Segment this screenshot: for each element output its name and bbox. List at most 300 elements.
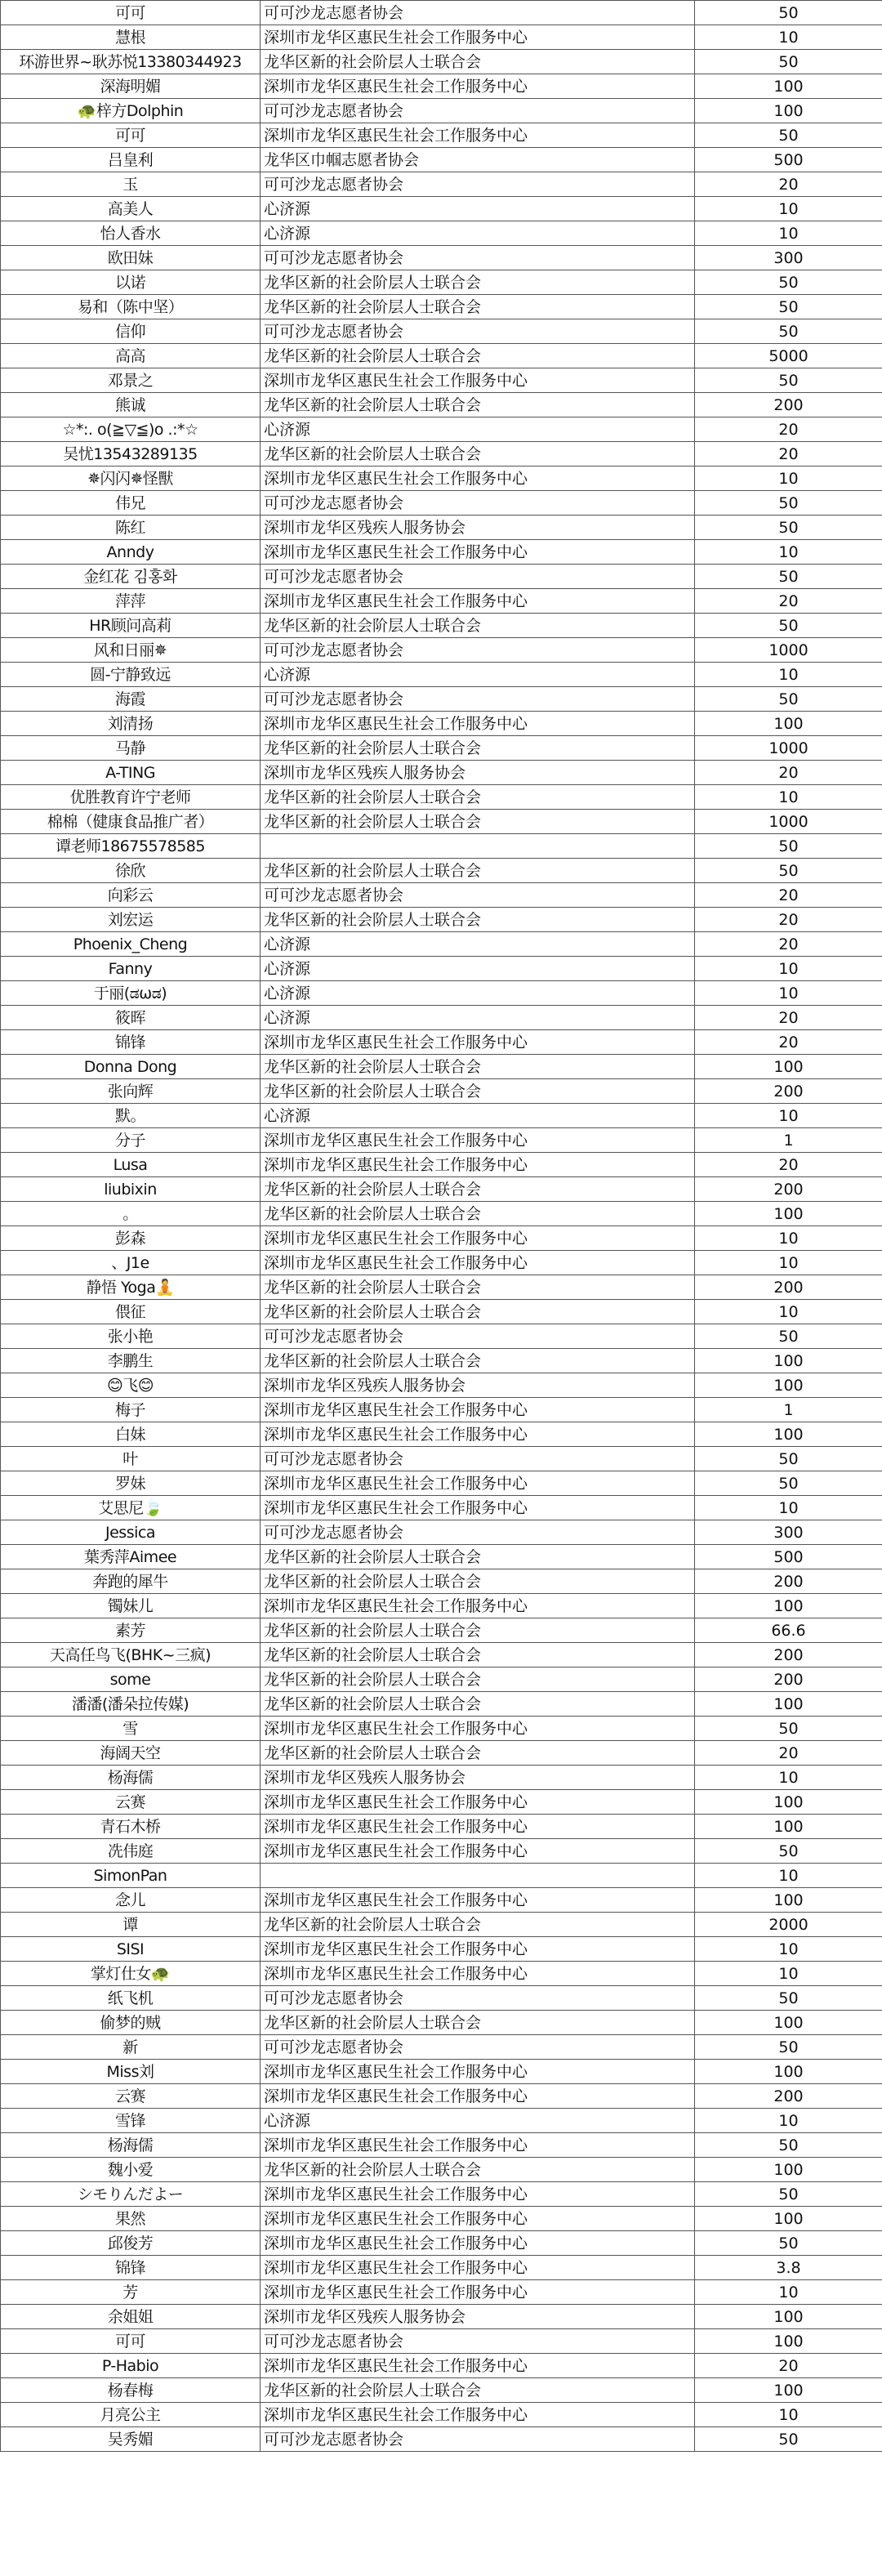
donor-name-cell: 葉秀萍Aimee bbox=[1, 1545, 261, 1569]
donor-name-cell: 杨春梅 bbox=[1, 2378, 261, 2403]
organization-cell: 龙华区新的社会阶层人士联合会 bbox=[261, 1055, 695, 1079]
donor-name-cell: 云赛 bbox=[1, 2084, 261, 2109]
organization-cell: 心济源 bbox=[261, 1006, 695, 1030]
donor-name-cell: 可可 bbox=[1, 123, 261, 148]
organization-cell: 龙华区新的社会阶层人士联合会 bbox=[261, 393, 695, 417]
organization-cell: 龙华区新的社会阶层人士联合会 bbox=[261, 1569, 695, 1594]
amount-cell: 50 bbox=[695, 565, 882, 589]
organization-cell: 龙华区新的社会阶层人士联合会 bbox=[261, 1275, 695, 1300]
amount-cell: 20 bbox=[695, 761, 882, 785]
table-row bbox=[1, 1398, 882, 1422]
amount-cell: 200 bbox=[695, 393, 882, 417]
donor-name-cell: 慧根 bbox=[1, 25, 261, 50]
donor-name-cell: 素芳 bbox=[1, 1618, 261, 1643]
table-row bbox=[1, 981, 882, 1006]
donor-name-cell: A-TING bbox=[1, 761, 261, 785]
table-row bbox=[1, 25, 882, 50]
organization-cell: 深圳市龙华区惠民生社会工作服务中心 bbox=[261, 2060, 695, 2084]
donor-name-cell: 杨海儒 bbox=[1, 1766, 261, 1790]
table-row bbox=[1, 1913, 882, 1937]
table-row bbox=[1, 2011, 882, 2035]
table-row bbox=[1, 123, 882, 148]
table-row bbox=[1, 1, 882, 25]
amount-cell: 10 bbox=[695, 1104, 882, 1128]
amount-cell: 10 bbox=[695, 1864, 882, 1888]
table-row bbox=[1, 1520, 882, 1545]
organization-cell: 心济源 bbox=[261, 981, 695, 1006]
table-row bbox=[1, 2207, 882, 2231]
amount-cell: 50 bbox=[695, 1986, 882, 2011]
organization-cell: 龙华区新的社会阶层人士联合会 bbox=[261, 1643, 695, 1667]
amount-cell: 100 bbox=[695, 1888, 882, 1913]
table-row bbox=[1, 148, 882, 172]
table-row bbox=[1, 295, 882, 319]
donor-name-cell: 偎征 bbox=[1, 1300, 261, 1324]
amount-cell: 50 bbox=[695, 2035, 882, 2060]
donor-name-cell: 天高任鸟飞(BHK~三疯) bbox=[1, 1643, 261, 1667]
organization-cell: 龙华区新的社会阶层人士联合会 bbox=[261, 1545, 695, 1569]
donor-name-cell: 奔跑的犀牛 bbox=[1, 1569, 261, 1594]
organization-cell: 深圳市龙华区惠民生社会工作服务中心 bbox=[261, 1496, 695, 1520]
organization-cell: 龙华区巾帼志愿者协会 bbox=[261, 148, 695, 172]
table-row bbox=[1, 1545, 882, 1569]
amount-cell: 50 bbox=[695, 1324, 882, 1349]
organization-cell: 可可沙龙志愿者协会 bbox=[261, 883, 695, 908]
donor-name-cell: 默。 bbox=[1, 1104, 261, 1128]
donor-name-cell: 筱晖 bbox=[1, 1006, 261, 1030]
amount-cell: 1 bbox=[695, 1398, 882, 1422]
organization-cell: 龙华区新的社会阶层人士联合会 bbox=[261, 270, 695, 295]
organization-cell: 心济源 bbox=[261, 932, 695, 957]
organization-cell: 可可沙龙志愿者协会 bbox=[261, 687, 695, 712]
organization-cell: 深圳市龙华区惠民生社会工作服务中心 bbox=[261, 1790, 695, 1815]
organization-cell: 龙华区新的社会阶层人士联合会 bbox=[261, 1202, 695, 1226]
organization-cell: 深圳市龙华区惠民生社会工作服务中心 bbox=[261, 25, 695, 50]
amount-cell: 20 bbox=[695, 932, 882, 957]
amount-cell: 10 bbox=[695, 1226, 882, 1251]
amount-cell: 100 bbox=[695, 1594, 882, 1618]
amount-cell: 100 bbox=[695, 1815, 882, 1839]
donor-name-cell: SISI bbox=[1, 1937, 261, 1962]
organization-cell: 可可沙龙志愿者协会 bbox=[261, 2035, 695, 2060]
organization-cell: 可可沙龙志愿者协会 bbox=[261, 1, 695, 25]
organization-cell: 龙华区新的社会阶层人士联合会 bbox=[261, 1913, 695, 1937]
organization-cell: 可可沙龙志愿者协会 bbox=[261, 2427, 695, 2452]
table-row bbox=[1, 221, 882, 246]
table-row bbox=[1, 1030, 882, 1055]
table-row bbox=[1, 1839, 882, 1864]
table-row bbox=[1, 1275, 882, 1300]
table-row bbox=[1, 1496, 882, 1520]
donor-name-cell: 、J1e bbox=[1, 1251, 261, 1275]
organization-cell: 深圳市龙华区惠民生社会工作服务中心 bbox=[261, 1717, 695, 1741]
amount-cell: 50 bbox=[695, 2231, 882, 2256]
table-row bbox=[1, 1006, 882, 1030]
amount-cell: 10 bbox=[695, 981, 882, 1006]
table-row bbox=[1, 2403, 882, 2427]
donor-name-cell: 月亮公主 bbox=[1, 2403, 261, 2427]
organization-cell: 龙华区新的社会阶层人士联合会 bbox=[261, 50, 695, 74]
amount-cell: 100 bbox=[695, 2305, 882, 2329]
organization-cell: 深圳市龙华区残疾人服务协会 bbox=[261, 1373, 695, 1398]
amount-cell: 100 bbox=[695, 1373, 882, 1398]
organization-cell: 深圳市龙华区惠民生社会工作服务中心 bbox=[261, 1030, 695, 1055]
amount-cell: 10 bbox=[695, 1937, 882, 1962]
donor-name-cell: 易和（陈中坚） bbox=[1, 295, 261, 319]
amount-cell: 50 bbox=[695, 368, 882, 393]
table-row bbox=[1, 1251, 882, 1275]
organization-cell: 深圳市龙华区惠民生社会工作服务中心 bbox=[261, 1471, 695, 1496]
donor-name-cell: Anndy bbox=[1, 540, 261, 565]
table-row bbox=[1, 74, 882, 99]
amount-cell: 50 bbox=[695, 859, 882, 883]
amount-cell: 1 bbox=[695, 1128, 882, 1153]
organization-cell: 深圳市龙华区惠民生社会工作服务中心 bbox=[261, 1398, 695, 1422]
organization-cell: 可可沙龙志愿者协会 bbox=[261, 1986, 695, 2011]
organization-cell: 龙华区新的社会阶层人士联合会 bbox=[261, 1667, 695, 1692]
amount-cell: 300 bbox=[695, 1520, 882, 1545]
donor-name-cell: 以诺 bbox=[1, 270, 261, 295]
amount-cell: 50 bbox=[695, 614, 882, 638]
organization-cell: 深圳市龙华区残疾人服务协会 bbox=[261, 761, 695, 785]
table-row bbox=[1, 565, 882, 589]
donor-name-cell: 🐢梓方Dolphin bbox=[1, 99, 261, 123]
donor-name-cell: 静悟 Yoga🧘 bbox=[1, 1275, 261, 1300]
donor-name-cell: 。 bbox=[1, 1202, 261, 1226]
table-row bbox=[1, 2133, 882, 2158]
organization-cell: 深圳市龙华区惠民生社会工作服务中心 bbox=[261, 1128, 695, 1153]
amount-cell: 50 bbox=[695, 1447, 882, 1471]
amount-cell: 10 bbox=[695, 785, 882, 810]
organization-cell bbox=[261, 1864, 695, 1888]
table-row bbox=[1, 785, 882, 810]
table-row bbox=[1, 1937, 882, 1962]
amount-cell: 100 bbox=[695, 2207, 882, 2231]
amount-cell: 10 bbox=[695, 2109, 882, 2133]
amount-cell: 100 bbox=[695, 1692, 882, 1717]
organization-cell: 心济源 bbox=[261, 197, 695, 221]
amount-cell: 50 bbox=[695, 1717, 882, 1741]
table-row bbox=[1, 1815, 882, 1839]
organization-cell: 龙华区新的社会阶层人士联合会 bbox=[261, 344, 695, 368]
organization-cell: 深圳市龙华区惠民生社会工作服务中心 bbox=[261, 1153, 695, 1177]
amount-cell: 20 bbox=[695, 1741, 882, 1766]
amount-cell: 20 bbox=[695, 908, 882, 932]
donor-name-cell: 环游世界~耿苏悦13380344923 bbox=[1, 50, 261, 74]
organization-cell: 深圳市龙华区惠民生社会工作服务中心 bbox=[261, 1815, 695, 1839]
amount-cell: 20 bbox=[695, 172, 882, 197]
table-row bbox=[1, 2354, 882, 2378]
organization-cell: 心济源 bbox=[261, 957, 695, 981]
table-row bbox=[1, 2182, 882, 2207]
donor-name-cell: Fanny bbox=[1, 957, 261, 981]
organization-cell: 可可沙龙志愿者协会 bbox=[261, 2329, 695, 2354]
donor-name-cell: 镯妹儿 bbox=[1, 1594, 261, 1618]
table-row bbox=[1, 393, 882, 417]
amount-cell: 200 bbox=[695, 1177, 882, 1202]
organization-cell: 深圳市龙华区惠民生社会工作服务中心 bbox=[261, 368, 695, 393]
amount-cell: 500 bbox=[695, 148, 882, 172]
organization-cell: 深圳市龙华区惠民生社会工作服务中心 bbox=[261, 2256, 695, 2280]
organization-cell: 龙华区新的社会阶层人士联合会 bbox=[261, 785, 695, 810]
table-row bbox=[1, 172, 882, 197]
table-row bbox=[1, 2109, 882, 2133]
organization-cell: 深圳市龙华区惠民生社会工作服务中心 bbox=[261, 1839, 695, 1864]
organization-cell: 龙华区新的社会阶层人士联合会 bbox=[261, 1618, 695, 1643]
donor-name-cell: 艾思尼🍃 bbox=[1, 1496, 261, 1520]
table-row bbox=[1, 50, 882, 74]
table-row bbox=[1, 467, 882, 491]
donor-name-cell: 风和日丽✵ bbox=[1, 638, 261, 663]
amount-cell: 50 bbox=[695, 270, 882, 295]
amount-cell: 200 bbox=[695, 1569, 882, 1594]
amount-cell: 20 bbox=[695, 417, 882, 442]
table-row bbox=[1, 834, 882, 859]
donor-name-cell: ☆*:. o(≧▽≦)o .:*☆ bbox=[1, 417, 261, 442]
table-row bbox=[1, 246, 882, 270]
table-row bbox=[1, 663, 882, 687]
table-row bbox=[1, 1717, 882, 1741]
donor-name-cell: ✵闪闪✵怪獸 bbox=[1, 467, 261, 491]
donation-table-body bbox=[1, 1, 882, 2452]
donor-name-cell: 邱俊芳 bbox=[1, 2231, 261, 2256]
table-row bbox=[1, 883, 882, 908]
table-row bbox=[1, 319, 882, 344]
table-row bbox=[1, 589, 882, 614]
organization-cell: 深圳市龙华区惠民生社会工作服务中心 bbox=[261, 1594, 695, 1618]
amount-cell: 500 bbox=[695, 1545, 882, 1569]
organization-cell: 深圳市龙华区惠民生社会工作服务中心 bbox=[261, 467, 695, 491]
table-row bbox=[1, 197, 882, 221]
donor-name-cell: 果然 bbox=[1, 2207, 261, 2231]
table-row bbox=[1, 99, 882, 123]
donor-name-cell: 伟兄 bbox=[1, 491, 261, 516]
table-row bbox=[1, 1128, 882, 1153]
amount-cell: 20 bbox=[695, 1006, 882, 1030]
donor-name-cell: 刘宏运 bbox=[1, 908, 261, 932]
amount-cell: 10 bbox=[695, 221, 882, 246]
organization-cell: 心济源 bbox=[261, 663, 695, 687]
amount-cell: 200 bbox=[695, 1079, 882, 1104]
amount-cell: 100 bbox=[695, 1202, 882, 1226]
amount-cell: 100 bbox=[695, 2329, 882, 2354]
table-row bbox=[1, 2280, 882, 2305]
donor-name-cell: 白妹 bbox=[1, 1422, 261, 1447]
donor-name-cell: Jessica bbox=[1, 1520, 261, 1545]
donor-name-cell: 陈红 bbox=[1, 516, 261, 540]
organization-cell: 深圳市龙华区惠民生社会工作服务中心 bbox=[261, 1888, 695, 1913]
donor-name-cell: HR顾问高莉 bbox=[1, 614, 261, 638]
organization-cell: 龙华区新的社会阶层人士联合会 bbox=[261, 810, 695, 834]
amount-cell: 10 bbox=[695, 197, 882, 221]
table-row bbox=[1, 270, 882, 295]
donor-name-cell: 圆-宁静致远 bbox=[1, 663, 261, 687]
amount-cell: 200 bbox=[695, 1667, 882, 1692]
donor-name-cell: 掌灯仕女🐢 bbox=[1, 1962, 261, 1986]
donor-name-cell: P-Habio bbox=[1, 2354, 261, 2378]
table-row bbox=[1, 442, 882, 467]
donor-name-cell: 优胜教育许宁老师 bbox=[1, 785, 261, 810]
donor-name-cell: 罗妹 bbox=[1, 1471, 261, 1496]
amount-cell: 50 bbox=[695, 1, 882, 25]
table-row bbox=[1, 1618, 882, 1643]
table-row bbox=[1, 2427, 882, 2452]
organization-cell: 深圳市龙华区残疾人服务协会 bbox=[261, 516, 695, 540]
donor-name-cell: 海阔天空 bbox=[1, 1741, 261, 1766]
amount-cell: 10 bbox=[695, 1766, 882, 1790]
donor-name-cell: 怡人香水 bbox=[1, 221, 261, 246]
table-row bbox=[1, 540, 882, 565]
donor-name-cell: 金红花 김홍화 bbox=[1, 565, 261, 589]
table-row bbox=[1, 2060, 882, 2084]
donor-name-cell: liubixin bbox=[1, 1177, 261, 1202]
donor-name-cell: 青石木桥 bbox=[1, 1815, 261, 1839]
table-row bbox=[1, 417, 882, 442]
donor-name-cell: 念儿 bbox=[1, 1888, 261, 1913]
table-row bbox=[1, 491, 882, 516]
donor-name-cell: シモりんだよー bbox=[1, 2182, 261, 2207]
amount-cell: 50 bbox=[695, 491, 882, 516]
organization-cell: 龙华区新的社会阶层人士联合会 bbox=[261, 1741, 695, 1766]
donor-name-cell: 向彩云 bbox=[1, 883, 261, 908]
amount-cell: 200 bbox=[695, 2084, 882, 2109]
amount-cell: 10 bbox=[695, 1496, 882, 1520]
donor-name-cell: 潘潘(潘朵拉传媒) bbox=[1, 1692, 261, 1717]
organization-cell: 深圳市龙华区惠民生社会工作服务中心 bbox=[261, 2182, 695, 2207]
amount-cell: 10 bbox=[695, 2280, 882, 2305]
organization-cell: 龙华区新的社会阶层人士联合会 bbox=[261, 859, 695, 883]
amount-cell: 100 bbox=[695, 712, 882, 736]
table-row bbox=[1, 2305, 882, 2329]
organization-cell: 可可沙龙志愿者协会 bbox=[261, 565, 695, 589]
organization-cell: 龙华区新的社会阶层人士联合会 bbox=[261, 1349, 695, 1373]
amount-cell: 1000 bbox=[695, 810, 882, 834]
table-row bbox=[1, 1962, 882, 1986]
organization-cell: 深圳市龙华区残疾人服务协会 bbox=[261, 1766, 695, 1790]
amount-cell: 1000 bbox=[695, 736, 882, 761]
amount-cell: 20 bbox=[695, 2354, 882, 2378]
table-row bbox=[1, 1741, 882, 1766]
amount-cell: 100 bbox=[695, 2060, 882, 2084]
organization-cell: 可可沙龙志愿者协会 bbox=[261, 1324, 695, 1349]
donor-name-cell: 锦锋 bbox=[1, 2256, 261, 2280]
amount-cell: 50 bbox=[695, 1471, 882, 1496]
amount-cell: 100 bbox=[695, 1055, 882, 1079]
donor-name-cell: 可可 bbox=[1, 2329, 261, 2354]
amount-cell: 300 bbox=[695, 246, 882, 270]
amount-cell: 5000 bbox=[695, 344, 882, 368]
donor-name-cell: 余姐姐 bbox=[1, 2305, 261, 2329]
amount-cell: 100 bbox=[695, 74, 882, 99]
table-row bbox=[1, 2231, 882, 2256]
amount-cell: 50 bbox=[695, 516, 882, 540]
organization-cell: 龙华区新的社会阶层人士联合会 bbox=[261, 442, 695, 467]
table-row bbox=[1, 1447, 882, 1471]
donor-name-cell: 偷梦的贼 bbox=[1, 2011, 261, 2035]
donor-name-cell: 棉棉（健康食品推广者） bbox=[1, 810, 261, 834]
donor-name-cell: 信仰 bbox=[1, 319, 261, 344]
organization-cell: 龙华区新的社会阶层人士联合会 bbox=[261, 2378, 695, 2403]
amount-cell: 100 bbox=[695, 2158, 882, 2182]
table-row bbox=[1, 1569, 882, 1594]
amount-cell: 10 bbox=[695, 25, 882, 50]
donor-name-cell: 深海明媚 bbox=[1, 74, 261, 99]
table-row bbox=[1, 2084, 882, 2109]
donor-name-cell: SimonPan bbox=[1, 1864, 261, 1888]
donor-name-cell: 海霞 bbox=[1, 687, 261, 712]
table-row bbox=[1, 1349, 882, 1373]
amount-cell: 10 bbox=[695, 467, 882, 491]
table-row bbox=[1, 1153, 882, 1177]
organization-cell: 龙华区新的社会阶层人士联合会 bbox=[261, 736, 695, 761]
donor-name-cell: 吴秀媚 bbox=[1, 2427, 261, 2452]
table-row bbox=[1, 687, 882, 712]
amount-cell: 3.8 bbox=[695, 2256, 882, 2280]
amount-cell: 100 bbox=[695, 2011, 882, 2035]
organization-cell: 深圳市龙华区惠民生社会工作服务中心 bbox=[261, 2084, 695, 2109]
table-row bbox=[1, 712, 882, 736]
table-row bbox=[1, 1226, 882, 1251]
table-row bbox=[1, 1594, 882, 1618]
donor-name-cell: 邓景之 bbox=[1, 368, 261, 393]
organization-cell: 可可沙龙志愿者协会 bbox=[261, 172, 695, 197]
table-row bbox=[1, 908, 882, 932]
table-row bbox=[1, 1888, 882, 1913]
table-row bbox=[1, 1692, 882, 1717]
organization-cell: 心济源 bbox=[261, 417, 695, 442]
table-row bbox=[1, 2035, 882, 2060]
donor-name-cell: 锦锋 bbox=[1, 1030, 261, 1055]
amount-cell: 10 bbox=[695, 2403, 882, 2427]
donor-name-cell: 欧田妹 bbox=[1, 246, 261, 270]
table-row bbox=[1, 761, 882, 785]
amount-cell: 66.6 bbox=[695, 1618, 882, 1643]
donor-name-cell: 张向辉 bbox=[1, 1079, 261, 1104]
amount-cell: 50 bbox=[695, 319, 882, 344]
donor-name-cell: 彭森 bbox=[1, 1226, 261, 1251]
organization-cell: 心济源 bbox=[261, 1104, 695, 1128]
table-row bbox=[1, 2329, 882, 2354]
organization-cell: 可可沙龙志愿者协会 bbox=[261, 319, 695, 344]
amount-cell: 10 bbox=[695, 957, 882, 981]
table-row bbox=[1, 1422, 882, 1447]
organization-cell: 龙华区新的社会阶层人士联合会 bbox=[261, 295, 695, 319]
donor-name-cell: Donna Dong bbox=[1, 1055, 261, 1079]
amount-cell: 20 bbox=[695, 442, 882, 467]
organization-cell: 龙华区新的社会阶层人士联合会 bbox=[261, 2158, 695, 2182]
organization-cell: 深圳市龙华区惠民生社会工作服务中心 bbox=[261, 2207, 695, 2231]
amount-cell: 20 bbox=[695, 1030, 882, 1055]
organization-cell: 深圳市龙华区惠民生社会工作服务中心 bbox=[261, 123, 695, 148]
organization-cell: 深圳市龙华区惠民生社会工作服务中心 bbox=[261, 2133, 695, 2158]
table-row bbox=[1, 957, 882, 981]
organization-cell: 龙华区新的社会阶层人士联合会 bbox=[261, 2011, 695, 2035]
organization-cell: 深圳市龙华区惠民生社会工作服务中心 bbox=[261, 2280, 695, 2305]
amount-cell: 100 bbox=[695, 2378, 882, 2403]
organization-cell: 心济源 bbox=[261, 221, 695, 246]
donor-name-cell: 魏小爱 bbox=[1, 2158, 261, 2182]
donor-name-cell: Phoenix_Cheng bbox=[1, 932, 261, 957]
organization-cell: 可可沙龙志愿者协会 bbox=[261, 99, 695, 123]
table-row bbox=[1, 1790, 882, 1815]
amount-cell: 50 bbox=[695, 687, 882, 712]
table-row bbox=[1, 1104, 882, 1128]
amount-cell: 50 bbox=[695, 2182, 882, 2207]
organization-cell: 可可沙龙志愿者协会 bbox=[261, 1447, 695, 1471]
donor-name-cell: 吕皇利 bbox=[1, 148, 261, 172]
organization-cell: 可可沙龙志愿者协会 bbox=[261, 491, 695, 516]
organization-cell: 龙华区新的社会阶层人士联合会 bbox=[261, 1079, 695, 1104]
